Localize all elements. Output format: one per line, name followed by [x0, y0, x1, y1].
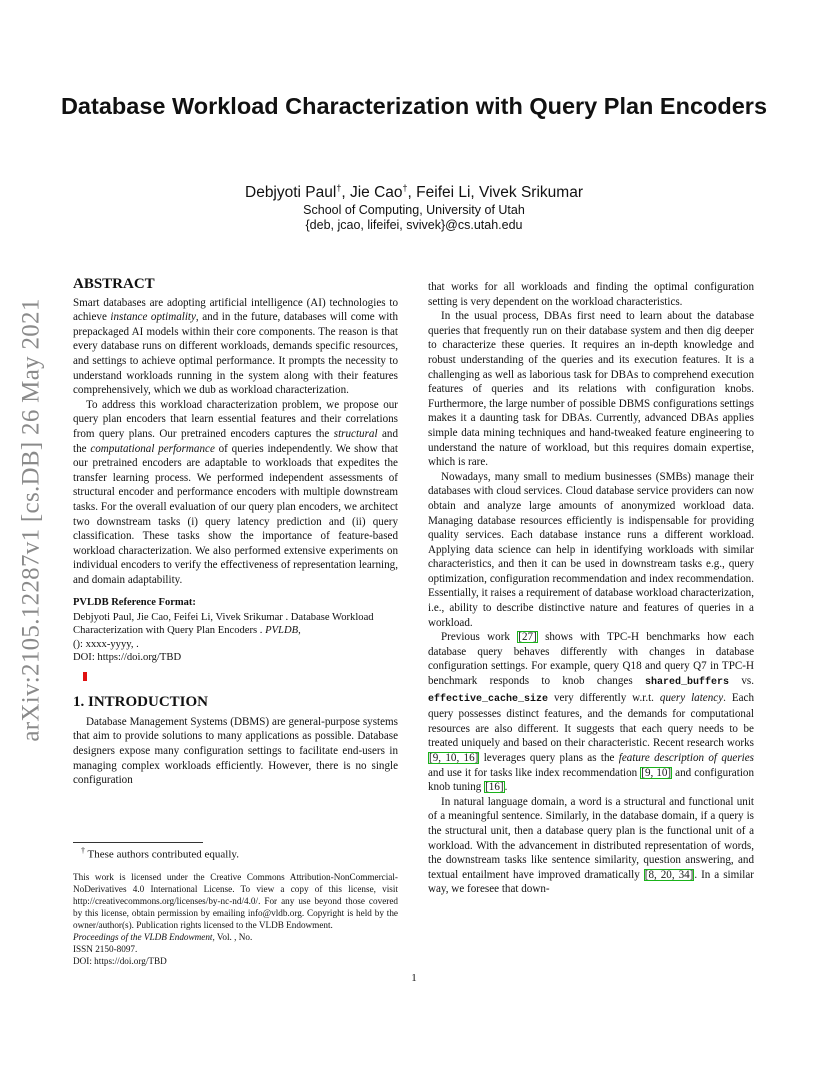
- author-list: Debjyoti Paul†, Jie Cao†, Feifei Li, Vivek Srikumar: [245, 183, 583, 202]
- affiliation: School of Computing, University of Utah: [303, 203, 525, 217]
- footnotes: [73, 846, 398, 967]
- intro-paragraph-2: In the usual process, DBAs first need to learn about the database queries that frequently run on their database system and then dig deeper to characterize these queries. It requires an in-depth knowledge and robust understanding of the queries and its execution features. It is a challenging as well as laborious task for DBAs to comprehend execution features of queries and its relations with configuration knobs. Furthermore, the large number of possible DBMS configurations settings makes it a daunting task for DBAs. Currently, advanced DBAs applies simple data mining techniques and hand-tweaked feature engineering to understand the nature of workload, but this requires domain expertise, which is rare.: [428, 310, 754, 469]
- pvldb-reference-heading: PVLDB Reference Format:: [73, 597, 196, 609]
- code-effective-cache-size: effective_cache_size: [428, 693, 549, 705]
- license-doi: DOI: https://doi.org/TBD: [73, 955, 167, 966]
- dagger-mark: †: [336, 183, 342, 193]
- intro-paragraph-3: Nowadays, many small to medium businesses (SMBs) manage their databases with cloud services. Cloud database service providers can now obtain and analyze large amounts of anonymized workload data. Managing database resources efficiently is indispensable for providing quality services. Each database instance runs a different workload. Applying data science can help in identifying workloads with similar characteristics, and then it can be used in downstream tasks e.g., query optimization, configuration recommendation and index recommendation. Essentially, it raises a requirement of database workload characterization, i.e., ability to describe distinctive nature and features of queries in a workload.: [428, 470, 754, 629]
- proceedings-line: Proceedings of the VLDB Endowment, Vol. , No.: [73, 931, 253, 942]
- arxiv-stamp: arXiv:2105.12287v1 [cs.DB] 26 May 2021: [18, 298, 46, 742]
- issn-line: ISSN 2150-8097.: [73, 943, 138, 954]
- pvldb-doi: DOI: https://doi.org/TBD: [73, 652, 182, 664]
- code-shared-buffers: shared_buffers: [645, 677, 730, 689]
- abstract-paragraph-2: To address this workload characterization problem, we propose our query plan encoders that learn essential features and their correlations from query plans. Our pretrained encoders captures the structural and the computational performance of queries independently. We show that our pretrained encoders are adaptable to workloads that expedites the transfer learning process. We performed independent assessments of structural encoder and performance encoders with multiple downstream tasks. For the overall evaluation of our query plan encoders, we architect two downstream tasks (i) query latency prediction and (ii) query classification. These tasks show the importance of feature-based workload characterization. We also performed extensive experiments on individual encoders to verify the effectiveness of representation learning, and domain adaptability.: [73, 398, 398, 586]
- left-column: [73, 277, 398, 788]
- citation-link[interactable]: [8, 20, 34]: [644, 868, 694, 881]
- citation-link[interactable]: [9, 10]: [641, 766, 672, 779]
- footnote-equal-contribution: † These authors contributed equally.: [81, 846, 239, 861]
- intro-paragraph-continued: that works for all workloads and finding the optimal configuration setting is very dependent on the workload characteristics.: [428, 281, 754, 308]
- red-marker: [83, 672, 87, 681]
- citation-link[interactable]: [27]: [518, 631, 537, 644]
- citation-link[interactable]: [16]: [485, 781, 504, 794]
- introduction-heading: 1. INTRODUCTION: [73, 694, 209, 711]
- dagger-mark: †: [402, 183, 408, 193]
- license-block: [73, 871, 398, 967]
- page-number: 1: [411, 972, 417, 984]
- abstract-heading: ABSTRACT: [73, 276, 155, 292]
- license-text: This work is licensed under the Creative Commons Attribution-NonCommercial-NoDerivatives 4.0 International License. To view a copy of this license, visit http://creativecommons.org/licenses/by-nc-nd/4.0/. For any use beyond those covered by this license, obtain permission by emailing info@vldb.org. Copyright is held by the owner/author(s). Publication rights licensed to the VLDB Endowment.: [73, 871, 398, 930]
- footnote-rule: [73, 842, 203, 843]
- abstract-paragraph-1: Smart databases are adopting artificial intelligence (AI) technologies to achieve instance optimality, and in the future, databases will come with prepackaged AI models within their core components. The reason is that every database runs on different workloads, demands specific resources, and settings to achieve optimal performance. It prompts the necessity to understand workloads running in the system along with their features comprehensively, which we dub as workload characterization.: [73, 296, 398, 397]
- intro-paragraph-4: Previous work [27] shows with TPC-H benchmarks how each database query behaves differently with changes in database configuration settings. For example, query Q18 and query Q7 in TPC-H benchmark responds to knob changes shared_buffers vs. effective_cache_size very differently w.r.t. query latency. Each query possesses distinct features, and the demands for computational resources are also different. It suggests that each query needs to be treated uniquely and based on their characteristic. Recent research works [9, 10, 16] leverages query plans as the feature description of queries and use it for tasks like index recommendation [9, 10] and configuration knob tuning [16].: [428, 631, 755, 794]
- citation-link[interactable]: [9, 10, 16]: [429, 752, 479, 764]
- pvldb-citation: Debjyoti Paul, Jie Cao, Feifei Li, Vivek Srikumar . Database Workload Characterization with Query Plan Encoders . PVLDB, (): xxxx-yyyy, .: [73, 612, 374, 650]
- author-1: Debjyoti Paul: [245, 184, 337, 202]
- right-column: [428, 280, 754, 897]
- author-2: Jie Cao: [349, 184, 403, 202]
- paper-title: Database Workload Characterization with Query Plan Encoders: [60, 93, 768, 119]
- author-rest: , Feifei Li, Vivek Srikumar: [407, 184, 583, 202]
- intro-paragraph-5: In natural language domain, a word is a structural and functional unit of a meaningful sentence. Similarly, in the database domain, if a query is the structural unit, then a database query plan is the functional unit of a workload. With the advancement in distributed representation of words, the downstream tasks like sentence similarity, question answering, and textual entailment have improved dramatically [8, 20, 34]. In a similar way, we foresee that down-: [428, 795, 755, 896]
- author-emails: {deb, jcao, lifeifei, svivek}@cs.utah.edu: [305, 218, 523, 232]
- intro-paragraph-1: Database Management Systems (DBMS) are general-purpose systems that aim to provide solutions to many applications as possible. Database designers expose many configuration settings to facilitate end-users in managing complex workloads efficiently. However, there is no single configuration: [73, 715, 398, 787]
